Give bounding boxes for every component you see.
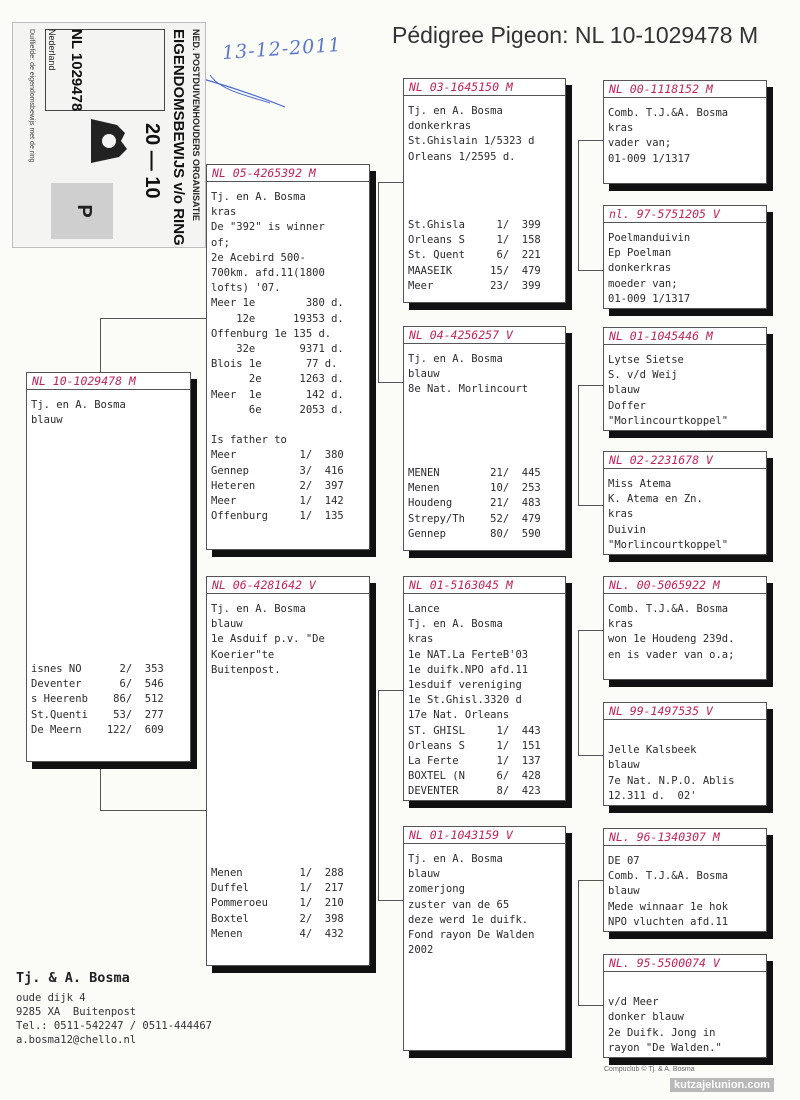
- sticker-fine-print: Duifliefde: de eigendomsbewijs met de ring: [28, 29, 35, 163]
- pedigree-line: K. Atema en Zn.: [608, 493, 703, 506]
- race-result: MENEN 21/ 445: [408, 467, 541, 479]
- pedigree-line: deze werd 1e duifk.: [408, 913, 529, 926]
- pedigree-line: blauw: [31, 414, 63, 427]
- race-result: Menen 1/ 288: [211, 867, 344, 879]
- pedigree-line: rayon "De Walden.": [608, 1041, 722, 1054]
- pedigree-line: 32e 9371 d.: [211, 343, 344, 355]
- pedigree-line: blauw: [408, 368, 440, 381]
- pedigree-box-father-father: [403, 78, 566, 303]
- pedigree-line: Is father to: [211, 434, 287, 447]
- pedigree-line: De "392" is winner: [211, 221, 325, 234]
- pedigree-line: Tj. en A. Bosma: [408, 618, 503, 631]
- pedigree-line: Jelle Kalsbeek: [608, 744, 697, 757]
- pedigree-line: Offenburg 1/ 135: [211, 510, 344, 523]
- pedigree-line: blauw: [608, 759, 640, 772]
- race-result: Menen 10/ 253: [408, 482, 541, 495]
- race-result: MAASEIK 15/ 479: [408, 264, 541, 277]
- ring-number-header: NL 10-1029478 M: [27, 373, 190, 390]
- pedigree-line: Blois 1e 77 d.: [211, 358, 338, 371]
- pedigree-box-mm-father: [603, 828, 767, 932]
- connector: [578, 385, 579, 505]
- connector: [578, 630, 579, 755]
- pedigree-box-ff-father: [603, 80, 767, 184]
- pedigree-line: Ep Poelman: [608, 247, 672, 260]
- pedigree-line: Mede winnaar 1e hok: [608, 900, 729, 913]
- breeder-phone: Tel.: 0511-542247 / 0511-444467: [16, 1020, 212, 1032]
- pedigree-line: Meer 1/ 142: [211, 495, 344, 507]
- pedigree-line: ST. GHISL 1/ 443: [408, 724, 541, 737]
- race-result: Houdeng 21/ 483: [408, 497, 541, 510]
- pedigree-line: BOXTEL (N 6/ 428: [408, 770, 541, 783]
- sticker-ring-number: NL 1029478: [68, 29, 85, 112]
- race-result: Menen 4/ 432: [211, 927, 344, 940]
- connector: [378, 900, 404, 901]
- ring-number-header: NL 01-5163045 M: [404, 577, 565, 594]
- ring-number-header: NL 01-1045446 M: [604, 328, 766, 345]
- pedigree-box-mother-father: [403, 576, 566, 801]
- pedigree-line: Meer 1/ 380: [211, 449, 344, 462]
- pedigree-line: lofts) '07.: [211, 282, 281, 295]
- race-result: St. Quent 6/ 221: [408, 249, 541, 262]
- pedigree-line: Lance: [408, 603, 440, 615]
- pedigree-line: Duivin: [608, 523, 646, 536]
- race-result: Deventer 6/ 546: [31, 678, 164, 691]
- ring-number-header: NL 00-1118152 M: [604, 81, 766, 98]
- pedigree-line: zuster van de 65: [408, 898, 510, 911]
- pedigree-line: Poelmanduivin: [608, 232, 691, 244]
- breeder-street: oude dijk 4: [16, 992, 86, 1004]
- pedigree-line: S. v/d Weij: [608, 369, 678, 382]
- sticker-ring-box: [45, 29, 165, 111]
- breeder-name: Tj. & A. Bosma: [16, 970, 130, 986]
- ring-number-header: nl. 97-5751205 V: [604, 206, 766, 223]
- race-result: Strepy/Th 52/ 479: [408, 512, 541, 525]
- ring-ownership-sticker: [12, 22, 206, 248]
- race-result: isnes NO 2/ 353: [31, 663, 164, 675]
- connector: [578, 140, 579, 270]
- pedigree-line: Tj. en A. Bosma: [408, 853, 503, 865]
- race-result: Duffel 1/ 217: [211, 882, 344, 895]
- pedigree-line: Koerier"te: [211, 648, 275, 661]
- pedigree-line: en is vader van o.a;: [608, 648, 735, 661]
- connector: [100, 318, 101, 373]
- race-result: St.Ghisla 1/ 399: [408, 219, 541, 231]
- ring-number-header: NL. 00-5065922 M: [604, 577, 766, 594]
- watermark: kutzajelunion.com: [670, 1078, 774, 1092]
- ring-number-header: NL 01-1043159 V: [404, 827, 565, 844]
- connector: [578, 140, 604, 141]
- connector: [378, 182, 379, 382]
- pedigree-line: donkerkras: [608, 262, 672, 275]
- pedigree-box-father-mother: [403, 326, 566, 551]
- pedigree-line: Miss Atema: [608, 478, 672, 490]
- lion-emblem-icon: [85, 113, 131, 169]
- connector: [378, 690, 379, 900]
- pedigree-line: "Morlincourtkoppel": [608, 414, 729, 427]
- pedigree-line: Fond rayon De Walden: [408, 929, 535, 941]
- connector: [100, 810, 208, 811]
- pedigree-line: 8e Nat. Morlincourt: [408, 383, 529, 396]
- breeder-city: 9285 XA Buitenpost: [16, 1006, 137, 1018]
- pedigree-box-fm-mother: [603, 451, 767, 555]
- pedigree-line: Orleans S 1/ 151: [408, 739, 541, 752]
- pedigree-line: 2002: [408, 944, 434, 957]
- ring-number-header: NL. 96-1340307 M: [604, 829, 766, 846]
- pedigree-line: donker blauw: [608, 1011, 684, 1024]
- pedigree-line: vader van;: [608, 137, 672, 150]
- pedigree-line: 01-009 1/1317: [608, 292, 691, 305]
- connector: [578, 385, 604, 386]
- connector: [578, 755, 604, 756]
- connector: [378, 182, 404, 183]
- connector: [578, 505, 604, 506]
- breeder-email: a.bosma12@chello.nl: [16, 1034, 137, 1046]
- pedigree-line: 2e 1263 d.: [211, 373, 344, 386]
- connector: [578, 630, 604, 631]
- race-result: Meer 23/ 399: [408, 279, 541, 292]
- pedigree-line: kras: [608, 122, 634, 135]
- ring-number-header: NL 02-2231678 V: [604, 452, 766, 469]
- pedigree-line: Comb. T.J.&A. Bosma: [608, 603, 729, 615]
- pedigree-line: blauw: [211, 618, 243, 631]
- pedigree-line: 1e Asduif p.v. "De: [211, 633, 325, 646]
- pedigree-line: Meer 1e 142 d.: [211, 388, 344, 401]
- pedigree-line: of;: [211, 236, 230, 249]
- pedigree-line: Doffer: [608, 399, 646, 412]
- ring-number-header: NL 05-4265392 M: [207, 165, 369, 182]
- connector: [578, 880, 604, 881]
- pedigree-line: v/d Meer: [608, 996, 659, 1009]
- pedigree-box-fm-father: [603, 327, 767, 431]
- pedigree-box-mother: [206, 576, 370, 966]
- handwritten-date: 13-12-2011: [221, 33, 343, 65]
- race-result: Orleans S 1/ 158: [408, 234, 541, 247]
- pedigree-line: 01-009 1/1317: [608, 152, 691, 165]
- ring-number-header: NL 06-4281642 V: [207, 577, 369, 594]
- pedigree-line: Tj. en A. Bosma: [211, 191, 306, 203]
- pedigree-line: zomerjong: [408, 883, 465, 896]
- pedigree-line: NPO vluchten afd.11: [608, 915, 729, 928]
- sticker-year: 20 — 10: [141, 123, 163, 199]
- race-result: s Heerenb 86/ 512: [31, 693, 164, 706]
- race-result: St.Quenti 53/ 277: [31, 708, 164, 721]
- pedigree-line: Orleans 1/2595 d.: [408, 150, 516, 163]
- pedigree-line: 12.311 d. 02': [608, 789, 697, 802]
- pedigree-line: Gennep 3/ 416: [211, 464, 344, 477]
- pedigree-line: 17e Nat. Orleans: [408, 709, 510, 722]
- connector: [578, 270, 604, 271]
- pedigree-line: blauw: [608, 885, 640, 898]
- pedigree-line: donkerkras: [408, 120, 472, 133]
- sticker-heading: EIGENDOMSBEWIJS v/o RING: [170, 29, 187, 246]
- pedigree-line: blauw: [608, 384, 640, 397]
- pedigree-line: blauw: [408, 868, 440, 881]
- pedigree-box-ff-mother: [603, 205, 767, 309]
- pedigree-box-mf-mother: [603, 702, 767, 806]
- connector: [578, 1005, 604, 1006]
- connector: [578, 880, 579, 1005]
- ring-number-header: NL. 95-5500074 V: [604, 955, 766, 972]
- pedigree-line: kras: [408, 633, 434, 646]
- pedigree-line: Tj. en A. Bosma: [408, 353, 503, 365]
- pedigree-line: Offenburg 1e 135 d.: [211, 327, 332, 340]
- race-result: Gennep 80/ 590: [408, 527, 541, 540]
- sticker-country: Nederland: [47, 29, 57, 71]
- pedigree-line: DE 07: [608, 855, 640, 867]
- race-result: De Meern 122/ 609: [31, 723, 164, 736]
- pedigree-line: Tj. en A. Bosma: [31, 399, 126, 411]
- pedigree-line: Comb. T.J.&A. Bosma: [608, 870, 729, 883]
- pedigree-line: St.Ghislain 1/5323 d: [408, 135, 535, 148]
- pedigree-line: moeder van;: [608, 277, 678, 290]
- ring-number-header: NL 04-4256257 V: [404, 327, 565, 344]
- sticker-org: NED. POSTDUIVENHOUDERS ORGANISATIE: [191, 29, 201, 221]
- pedigree-line: 12e 19353 d.: [211, 312, 344, 325]
- pedigree-line: kras: [608, 508, 634, 521]
- pedigree-box-mm-mother: [603, 954, 767, 1058]
- connector: [378, 690, 404, 691]
- pedigree-line: 6e 2053 d.: [211, 403, 344, 416]
- pedigree-line: Comb. T.J.&A. Bosma: [608, 107, 729, 119]
- pedigree-box-subject: [26, 372, 191, 762]
- pedigree-line: 1esduif vereniging: [408, 679, 522, 691]
- pedigree-line: 7e Nat. N.P.O. Ablis: [608, 774, 735, 787]
- pedigree-line: 1e St.Ghisl.3320 d: [408, 694, 522, 707]
- page-title: Pédigree Pigeon: NL 10-1029478 M: [392, 22, 759, 48]
- pedigree-box-mf-father: [603, 576, 767, 680]
- pedigree-line: 2e Acebird 500-: [211, 251, 306, 264]
- connector: [100, 318, 208, 319]
- pedigree-line: "Morlincourtkoppel": [608, 538, 729, 551]
- connector: [100, 760, 101, 810]
- ring-number-header: NL 03-1645150 M: [404, 79, 565, 96]
- pedigree-line: 700km. afd.11(1800: [211, 267, 325, 279]
- pedigree-line: 2e Duifk. Jong in: [608, 1026, 716, 1039]
- pedigree-box-father: [206, 164, 370, 550]
- pedigree-line: La Ferte 1/ 137: [408, 755, 541, 767]
- pedigree-line: kras: [608, 618, 634, 631]
- pedigree-line: DEVENTER 8/ 423: [408, 785, 541, 798]
- pedigree-line: 1e duifk.NPO afd.11: [408, 663, 529, 676]
- pedigree-line: Heteren 2/ 397: [211, 479, 344, 492]
- copyright-note: Compuclub © Tj. & A. Bosma: [604, 1066, 695, 1073]
- pedigree-line: Lytse Sietse: [608, 354, 684, 366]
- pedigree-line: won 1e Houdeng 239d.: [608, 633, 735, 646]
- pedigree-box-mother-mother: [403, 826, 566, 1051]
- ring-number-header: NL 99-1497535 V: [604, 703, 766, 720]
- race-result: Boxtel 2/ 398: [211, 912, 344, 925]
- pedigree-line: Buitenpost.: [211, 663, 281, 676]
- race-result: Pommeroeu 1/ 210: [211, 897, 344, 910]
- postal-logo-icon: P: [51, 183, 113, 239]
- connector: [378, 382, 404, 383]
- pedigree-line: Tj. en A. Bosma: [408, 105, 503, 117]
- pedigree-line: Meer 1e 380 d.: [211, 297, 344, 310]
- pedigree-line: 1e NAT.La FerteB'03: [408, 648, 529, 661]
- pedigree-line: Tj. en A. Bosma: [211, 603, 306, 615]
- pedigree-line: kras: [211, 206, 237, 219]
